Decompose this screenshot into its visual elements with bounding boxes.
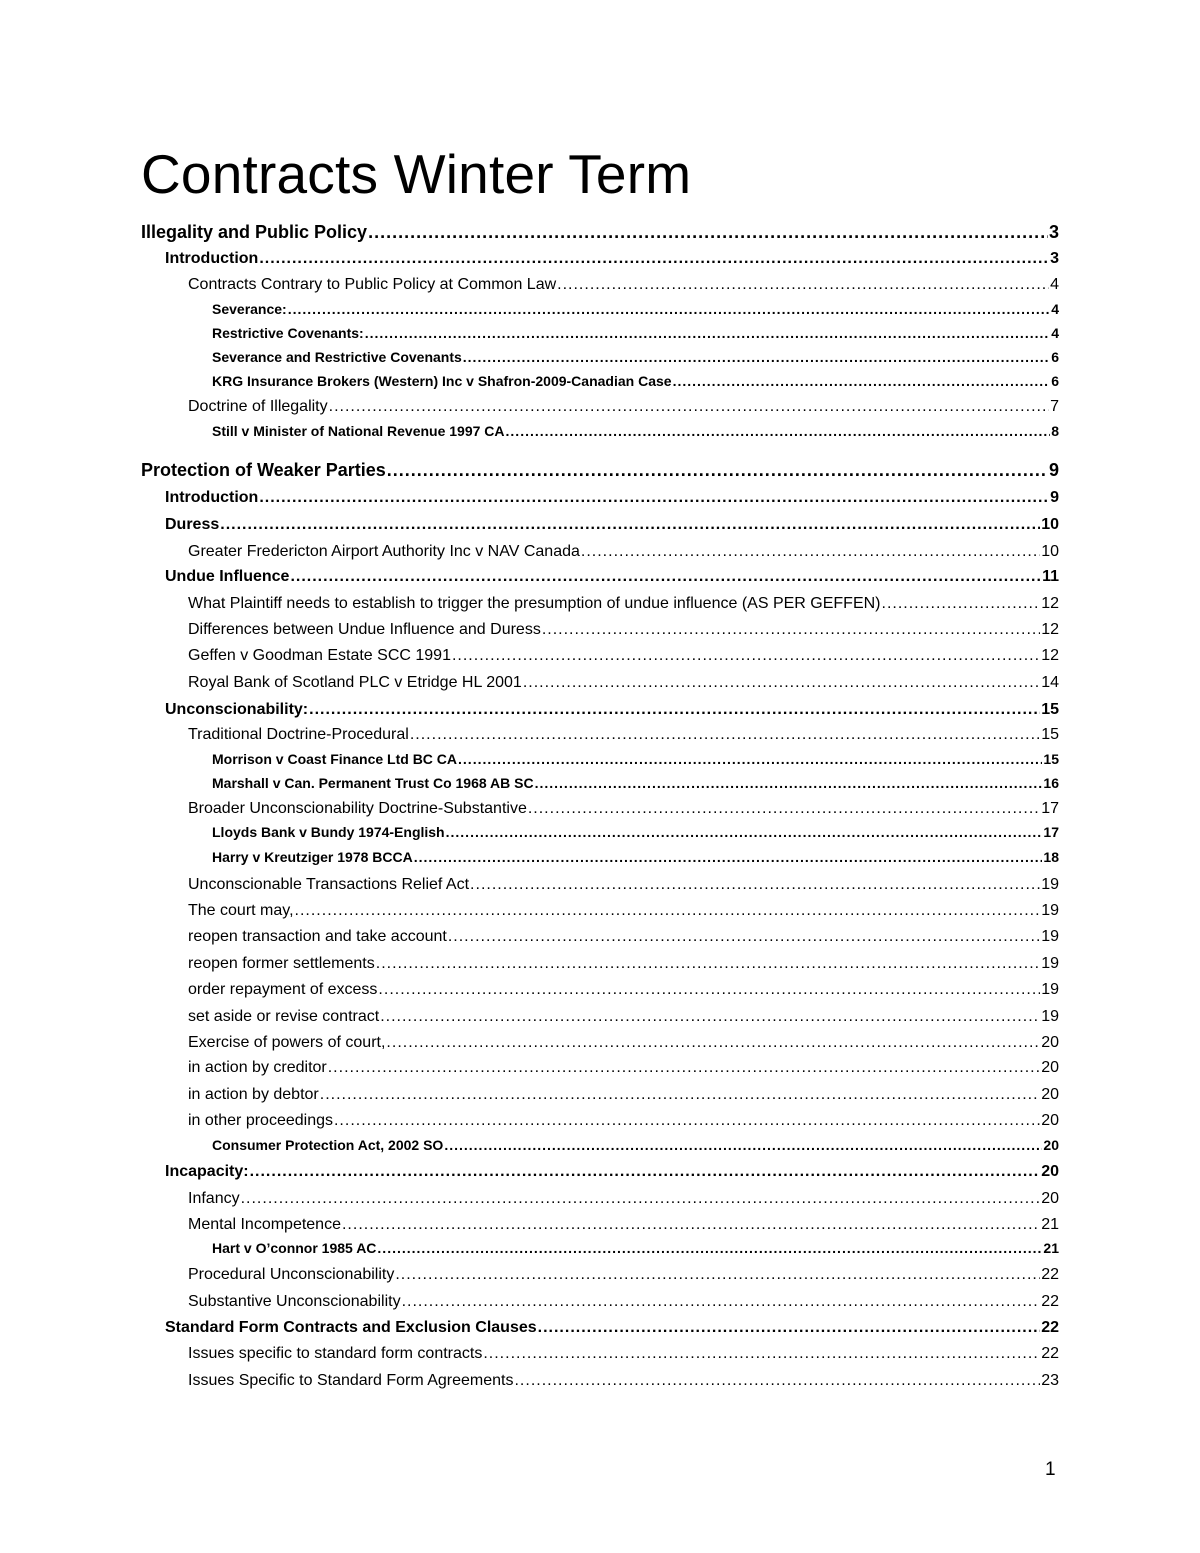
toc-dot-leader xyxy=(329,398,1049,416)
toc-entry-page: 6 xyxy=(1051,373,1059,389)
toc-dot-leader xyxy=(506,423,1051,439)
toc-entry-label: reopen transaction and take account xyxy=(188,928,447,945)
toc-entry[interactable] xyxy=(212,1137,1059,1153)
toc-entry[interactable] xyxy=(165,568,1059,586)
toc-dot-leader xyxy=(376,955,1040,973)
toc-entry[interactable] xyxy=(212,349,1059,365)
toc-dot-leader xyxy=(309,701,1040,719)
toc-dot-leader xyxy=(250,1163,1041,1181)
toc-entry-page: 19 xyxy=(1041,1008,1059,1025)
toc-entry-label: in action by creditor xyxy=(188,1059,327,1076)
toc-entry-label: Restrictive Covenants: xyxy=(212,325,364,341)
toc-entry-page: 19 xyxy=(1041,902,1059,919)
toc-entry[interactable] xyxy=(188,1086,1059,1104)
toc-dot-leader xyxy=(377,1240,1042,1256)
toc-entry-page: 19 xyxy=(1041,928,1059,945)
toc-dot-leader xyxy=(368,222,1048,243)
toc-dot-leader xyxy=(386,1034,1040,1052)
toc-entry-page: 20 xyxy=(1043,1137,1059,1153)
toc-entry-page: 17 xyxy=(1041,800,1059,817)
toc-entry[interactable] xyxy=(188,647,1059,665)
toc-entry-page: 10 xyxy=(1041,543,1059,560)
toc-dot-leader xyxy=(334,1112,1040,1130)
toc-entry-page: 6 xyxy=(1051,349,1059,365)
toc-entry-label: Contracts Contrary to Public Policy at Common Law xyxy=(188,276,557,293)
toc-entry-label: Severance: xyxy=(212,301,287,317)
toc-entry[interactable] xyxy=(188,1372,1059,1390)
toc-entry-page: 4 xyxy=(1051,301,1059,317)
toc-dot-leader xyxy=(446,824,1043,840)
toc-entry-page: 18 xyxy=(1043,849,1059,865)
toc-entry[interactable] xyxy=(165,516,1059,534)
toc-entry-page: 14 xyxy=(1041,674,1059,691)
toc-entry-label: Broader Unconscionability Doctrine-Substantive xyxy=(188,800,527,817)
toc-entry[interactable] xyxy=(188,1059,1059,1077)
toc-dot-leader xyxy=(410,726,1040,744)
toc-entry-page: 22 xyxy=(1041,1266,1059,1283)
toc-dot-leader xyxy=(241,1190,1041,1208)
toc-entry[interactable] xyxy=(165,489,1059,507)
toc-entry-label: Differences between Undue Influence and Duress xyxy=(188,621,541,638)
toc-entry[interactable] xyxy=(188,800,1059,818)
toc-entry[interactable] xyxy=(212,325,1059,341)
toc-dot-leader xyxy=(414,849,1043,865)
toc-entry-page: 20 xyxy=(1041,1059,1059,1076)
toc-entry[interactable] xyxy=(188,876,1059,894)
toc-entry-page: 9 xyxy=(1048,460,1059,480)
toc-entry-label: Still v Minister of National Revenue 1997 CA xyxy=(212,423,505,439)
toc-dot-leader xyxy=(557,276,1049,294)
toc-entry[interactable] xyxy=(188,1345,1059,1363)
toc-dot-leader xyxy=(259,250,1049,268)
toc-dot-leader xyxy=(538,1319,1041,1337)
toc-dot-leader xyxy=(378,981,1040,999)
toc-entry-label: Harry v Kreutziger 1978 BCCA xyxy=(212,849,413,865)
toc-entry-page: 20 xyxy=(1041,1112,1059,1129)
toc-entry-label: order repayment of excess xyxy=(188,981,378,998)
toc-entry[interactable] xyxy=(141,460,1059,481)
toc-entry[interactable] xyxy=(188,981,1059,999)
toc-dot-leader xyxy=(387,460,1048,481)
toc-entry[interactable] xyxy=(212,373,1059,389)
toc-dot-leader xyxy=(290,568,1041,586)
toc-entry-label: Introduction xyxy=(165,250,259,267)
toc-entry-label: Royal Bank of Scotland PLC v Etridge HL 2001 xyxy=(188,674,522,691)
toc-entry[interactable] xyxy=(165,250,1059,268)
toc-entry-page: 23 xyxy=(1041,1372,1059,1389)
toc-entry[interactable] xyxy=(212,1240,1059,1256)
toc-entry-page: 20 xyxy=(1041,1086,1059,1103)
toc-dot-leader xyxy=(342,1216,1040,1234)
toc-dot-leader xyxy=(448,928,1040,946)
toc-dot-leader xyxy=(523,674,1040,692)
toc-entry-page: 12 xyxy=(1041,647,1059,664)
toc-entry[interactable] xyxy=(188,276,1059,294)
toc-entry[interactable] xyxy=(188,398,1059,416)
page-number: 1 xyxy=(1045,1459,1056,1480)
toc-entry-label: Greater Fredericton Airport Authority Inc v NAV Canada xyxy=(188,543,580,560)
toc-entry-label: Issues Specific to Standard Form Agreements xyxy=(188,1372,514,1389)
toc-entry-label: Issues specific to standard form contracts xyxy=(188,1345,483,1362)
toc-entry-label: What Plaintiff needs to establish to trigger the presumption of undue influence (AS PER GEFFEN) xyxy=(188,595,881,612)
toc-entry-page: 15 xyxy=(1043,751,1059,767)
toc-dot-leader xyxy=(458,751,1042,767)
toc-dot-leader xyxy=(320,1086,1040,1104)
toc-dot-leader xyxy=(463,349,1050,365)
toc-entry-page: 12 xyxy=(1041,595,1059,612)
toc-entry-page: 10 xyxy=(1041,516,1059,533)
toc-entry-page: 16 xyxy=(1043,775,1059,791)
toc-dot-leader xyxy=(581,543,1040,561)
toc-entry-page: 4 xyxy=(1050,276,1059,293)
toc-entry-label: Unconscionability: xyxy=(165,701,309,718)
toc-entry[interactable] xyxy=(212,751,1059,767)
toc-entry-page: 21 xyxy=(1043,1240,1059,1256)
toc-entry[interactable] xyxy=(188,1266,1059,1284)
toc-entry[interactable] xyxy=(188,902,1059,920)
toc-dot-leader xyxy=(542,621,1040,639)
toc-entry[interactable] xyxy=(212,301,1059,317)
toc-entry[interactable] xyxy=(188,674,1059,692)
toc-entry[interactable] xyxy=(212,423,1059,439)
toc-entry-label: The court may, xyxy=(188,902,294,919)
toc-entry-label: Standard Form Contracts and Exclusion Clauses xyxy=(165,1319,537,1336)
toc-dot-leader xyxy=(470,876,1040,894)
toc-entry-page: 3 xyxy=(1050,250,1059,267)
toc-entry-label: Severance and Restrictive Covenants xyxy=(212,349,462,365)
toc-entry-page: 22 xyxy=(1041,1345,1059,1362)
toc-entry[interactable] xyxy=(188,1112,1059,1130)
toc-entry-label: in action by debtor xyxy=(188,1086,319,1103)
toc-entry-page: 4 xyxy=(1051,325,1059,341)
document-title: Contracts Winter Term xyxy=(141,143,692,205)
toc-entry-label: Protection of Weaker Parties xyxy=(141,460,386,480)
toc-entry-page: 21 xyxy=(1041,1216,1059,1233)
toc-entry-label: Duress xyxy=(165,516,220,533)
toc-dot-leader xyxy=(380,1008,1040,1026)
toc-entry-page: 3 xyxy=(1048,222,1059,242)
toc-dot-leader xyxy=(452,647,1040,665)
toc-entry-page: 19 xyxy=(1041,981,1059,998)
toc-entry[interactable] xyxy=(188,1034,1059,1052)
toc-entry-label: Introduction xyxy=(165,489,259,506)
toc-entry[interactable] xyxy=(188,595,1059,613)
toc-entry-page: 9 xyxy=(1050,489,1059,506)
toc-entry[interactable] xyxy=(188,1293,1059,1311)
toc-entry-label: Infancy xyxy=(188,1190,240,1207)
toc-entry-page: 7 xyxy=(1050,398,1059,415)
toc-entry-page: 15 xyxy=(1041,726,1059,743)
toc-dot-leader xyxy=(444,1137,1042,1153)
toc-dot-leader xyxy=(395,1266,1040,1284)
toc-entry[interactable] xyxy=(141,222,1059,243)
toc-entry[interactable] xyxy=(212,849,1059,865)
toc-entry-label: Consumer Protection Act, 2002 SO xyxy=(212,1137,444,1153)
toc-entry[interactable] xyxy=(188,543,1059,561)
toc-dot-leader xyxy=(673,373,1051,389)
toc-entry[interactable] xyxy=(188,1216,1059,1234)
toc-entry[interactable] xyxy=(165,701,1059,719)
toc-dot-leader xyxy=(288,301,1050,317)
toc-entry-label: Mental Incompetence xyxy=(188,1216,341,1233)
toc-entry-label: Exercise of powers of court, xyxy=(188,1034,386,1051)
toc-dot-leader xyxy=(328,1059,1040,1077)
toc-entry-label: in other proceedings xyxy=(188,1112,333,1129)
toc-entry[interactable] xyxy=(212,775,1059,791)
toc-entry-page: 22 xyxy=(1041,1319,1059,1336)
toc-entry[interactable] xyxy=(188,928,1059,946)
toc-entry-label: Lloyds Bank v Bundy 1974-English xyxy=(212,824,445,840)
toc-entry-page: 11 xyxy=(1042,568,1059,585)
toc-entry-label: set aside or revise contract xyxy=(188,1008,380,1025)
toc-entry[interactable] xyxy=(188,1190,1059,1208)
toc-entry[interactable] xyxy=(188,955,1059,973)
toc-entry-page: 8 xyxy=(1051,423,1059,439)
toc-entry-label: KRG Insurance Brokers (Western) Inc v Shafron-2009-Canadian Case xyxy=(212,373,672,389)
toc-dot-leader xyxy=(220,516,1040,534)
toc-entry-label: Morrison v Coast Finance Ltd BC CA xyxy=(212,751,458,767)
toc-entry-label: Doctrine of Illegality xyxy=(188,398,328,415)
toc-dot-leader xyxy=(483,1345,1040,1363)
toc-entry-page: 20 xyxy=(1041,1034,1059,1051)
toc-entry-label: Marshall v Can. Permanent Trust Co 1968 AB SC xyxy=(212,775,534,791)
toc-dot-leader xyxy=(295,902,1041,920)
toc-entry-page: 19 xyxy=(1041,955,1059,972)
toc-entry-label: Incapacity: xyxy=(165,1163,249,1180)
toc-dot-leader xyxy=(514,1372,1040,1390)
toc-entry-label: reopen former settlements xyxy=(188,955,375,972)
toc-entry[interactable] xyxy=(165,1319,1059,1337)
toc-dot-leader xyxy=(882,595,1041,613)
toc-entry-label: Geffen v Goodman Estate SCC 1991 xyxy=(188,647,451,664)
toc-dot-leader xyxy=(259,489,1049,507)
toc-entry-label: Unconscionable Transactions Relief Act xyxy=(188,876,470,893)
toc-entry-page: 17 xyxy=(1043,824,1059,840)
toc-entry-page: 19 xyxy=(1041,876,1059,893)
toc-entry-page: 20 xyxy=(1041,1190,1059,1207)
toc-entry-label: Illegality and Public Policy xyxy=(141,222,368,242)
toc-entry-label: Traditional Doctrine-Procedural xyxy=(188,726,409,743)
toc-entry-label: Undue Influence xyxy=(165,568,290,585)
toc-dot-leader xyxy=(402,1293,1041,1311)
toc-dot-leader xyxy=(365,325,1050,341)
toc-dot-leader xyxy=(535,775,1043,791)
toc-entry[interactable] xyxy=(212,824,1059,840)
toc-entry[interactable] xyxy=(165,1163,1059,1181)
toc-entry[interactable] xyxy=(188,726,1059,744)
toc-entry-label: Hart v O’connor 1985 AC xyxy=(212,1240,377,1256)
toc-entry-page: 15 xyxy=(1041,701,1059,718)
toc-entry-page: 22 xyxy=(1041,1293,1059,1310)
toc-entry[interactable] xyxy=(188,621,1059,639)
toc-dot-leader xyxy=(528,800,1040,818)
toc-entry-label: Substantive Unconscionability xyxy=(188,1293,401,1310)
toc-entry-page: 20 xyxy=(1041,1163,1059,1180)
toc-entry[interactable] xyxy=(188,1008,1059,1026)
toc-entry-page: 12 xyxy=(1041,621,1059,638)
toc-entry-label: Procedural Unconscionability xyxy=(188,1266,395,1283)
